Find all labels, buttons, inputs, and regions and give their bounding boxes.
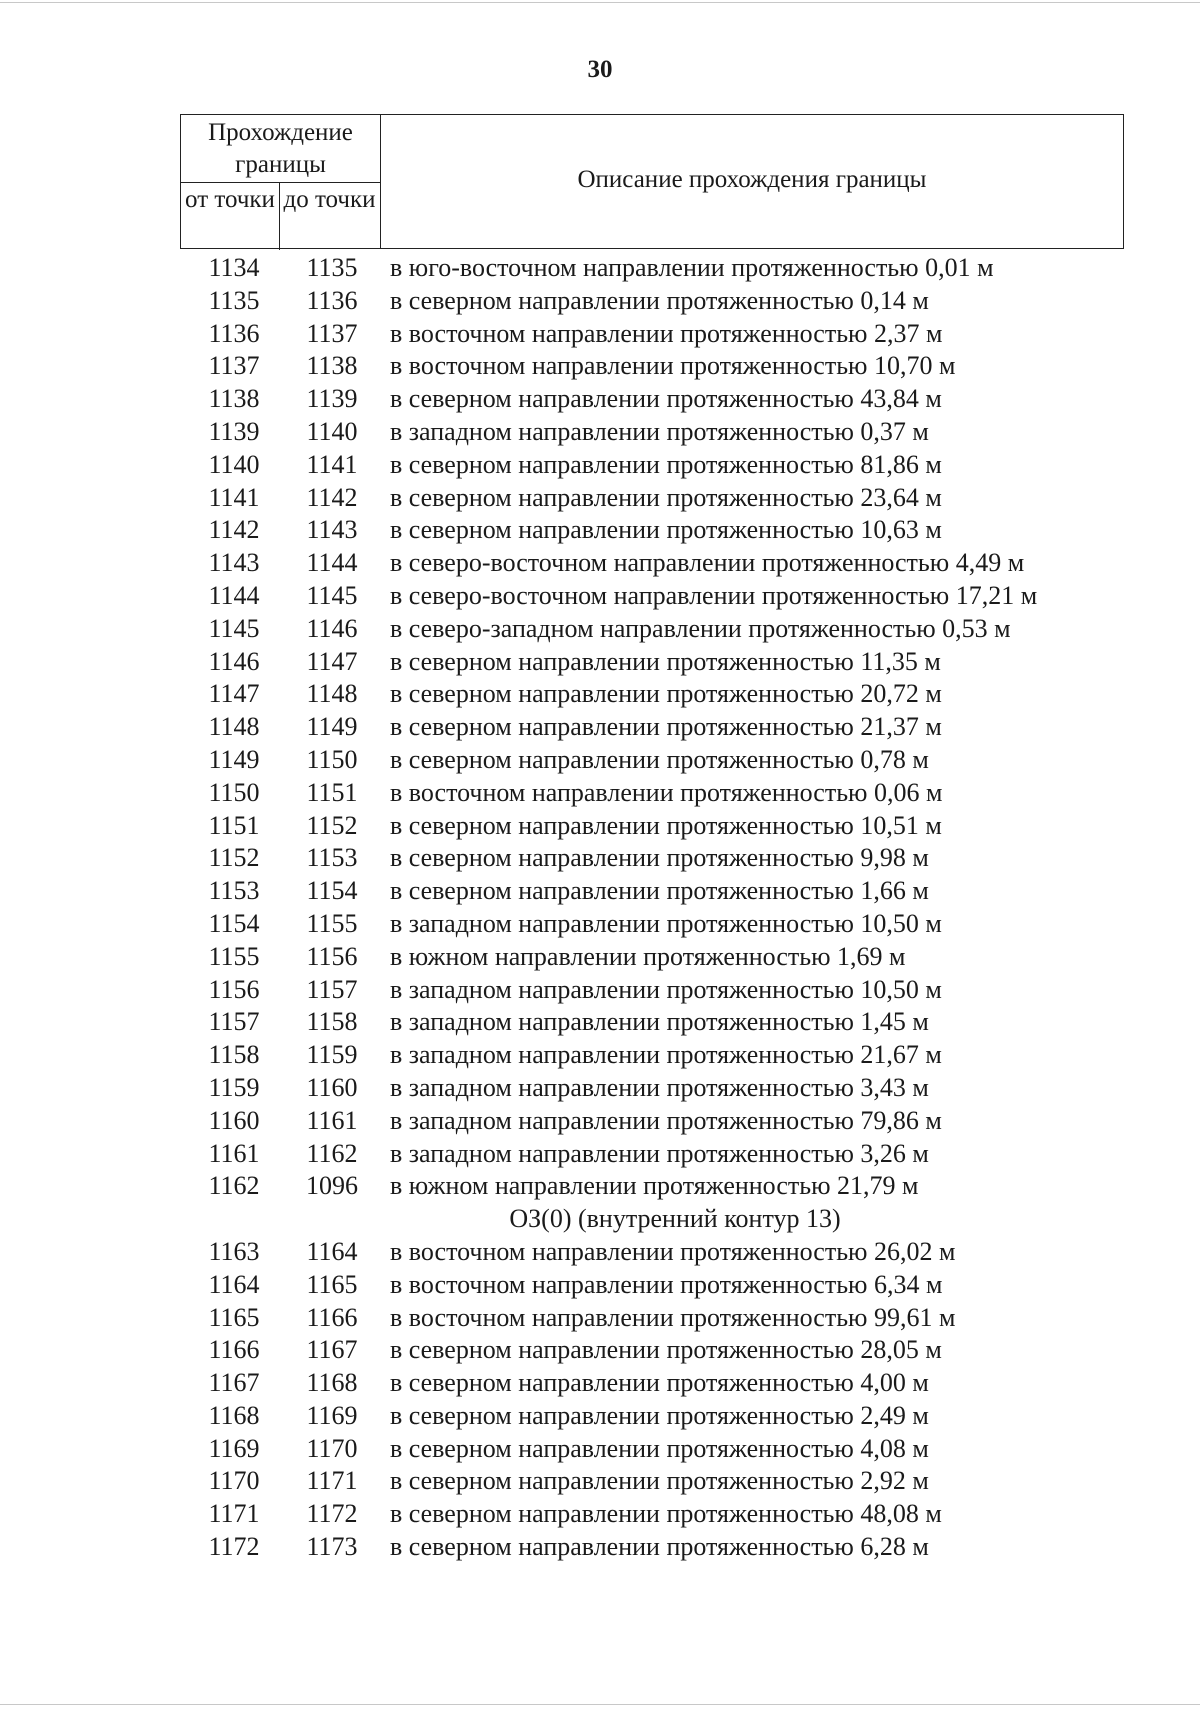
row-to-point: 1142 (306, 482, 358, 512)
row-to-point: 1144 (306, 548, 358, 578)
row-description: в северном направлении протяженностью 21,37 м (390, 712, 942, 742)
row-from-point: 1164 (208, 1269, 260, 1299)
row-to-point: 1135 (306, 253, 358, 282)
row-from-point: 1134 (208, 253, 260, 282)
row-description: в западном направлении протяженностью 10,50 м (390, 974, 942, 1004)
row-description: в западном направлении протяженностью 1,45 м (390, 1007, 929, 1037)
row-to-point: 1166 (306, 1302, 358, 1332)
row-description: в северном направлении протяженностью 20,72 м (390, 679, 942, 709)
row-description: в восточном направлении протяженностью 10,70 м (390, 351, 956, 381)
table-row (0, 777, 1200, 810)
table-row (0, 1531, 1200, 1564)
row-description: в северном направлении протяженностью 6,28 м (390, 1532, 929, 1562)
row-description: в северо-западном направлении протяженностью 0,53 м (390, 613, 1011, 643)
row-to-point: 1150 (306, 744, 358, 774)
table-row (0, 1465, 1200, 1498)
row-from-point: 1141 (208, 482, 260, 512)
row-description: в южном направлении протяженностью 21,79 м (390, 1171, 919, 1201)
row-description: в северном направлении протяженностью 2,92 м (390, 1466, 929, 1496)
page-number: 30 (587, 56, 613, 83)
row-to-point: 1138 (306, 351, 358, 381)
table-row (0, 1302, 1200, 1335)
table-row (0, 678, 1200, 711)
row-description: в северо-восточном направлении протяженностью 17,21 м (390, 580, 1038, 610)
row-from-point: 1145 (208, 613, 260, 643)
table-row (0, 1433, 1200, 1466)
row-to-point: 1153 (306, 843, 358, 873)
row-from-point: 1168 (208, 1400, 260, 1430)
row-description: в западном направлении протяженностью 10,50 м (390, 908, 942, 938)
row-from-point: 1144 (208, 580, 260, 610)
header-to-point: до точки (283, 186, 376, 213)
row-description: в восточном направлении протяженностью 99,61 м (390, 1302, 956, 1332)
row-to-point: 1146 (306, 613, 358, 643)
row-to-point: 1172 (306, 1499, 358, 1529)
row-to-point: 1141 (306, 449, 358, 479)
row-to-point: 1145 (306, 580, 358, 610)
row-description: в северном направлении протяженностью 11,35 м (390, 646, 941, 676)
table-row (0, 711, 1200, 744)
row-description: в северном направлении протяженностью 2,49 м (390, 1400, 929, 1430)
row-description: в северном направлении протяженностью 10,63 м (390, 515, 942, 545)
table-row (0, 1138, 1200, 1171)
table-row (0, 252, 1200, 285)
row-from-point: 1137 (208, 351, 260, 381)
table-row (0, 1039, 1200, 1072)
row-description: в восточном направлении протяженностью 6,34 м (390, 1269, 943, 1299)
row-to-point: 1161 (306, 1105, 358, 1135)
row-from-point: 1148 (208, 712, 260, 742)
header-passage-group (181, 115, 381, 248)
row-description: в северном направлении протяженностью 48,08 м (390, 1499, 942, 1529)
row-description: в северном направлении протяженностью 0,14 м (390, 285, 929, 315)
row-to-point: 1148 (306, 679, 358, 709)
row-from-point: 1163 (208, 1236, 260, 1266)
row-to-point: 1136 (306, 285, 358, 315)
row-from-point: 1136 (208, 318, 260, 348)
row-description: в южном направлении протяженностью 1,69 м (390, 941, 906, 971)
row-from-point: 1155 (208, 941, 260, 971)
row-from-point: 1169 (208, 1433, 260, 1463)
row-from-point: 1161 (208, 1138, 260, 1168)
row-description: в северном направлении протяженностью 1,66 м (390, 876, 929, 906)
table-row (0, 908, 1200, 941)
table-row (0, 1236, 1200, 1269)
row-to-point: 1170 (306, 1433, 358, 1463)
table-row (0, 941, 1200, 974)
row-to-point: 1155 (306, 908, 358, 938)
row-description: в западном направлении протяженностью 79,86 м (390, 1105, 942, 1135)
row-description: в северном направлении протяженностью 23,64 м (390, 482, 942, 512)
row-to-point: 1173 (306, 1532, 358, 1562)
table-row (0, 1170, 1200, 1203)
row-from-point: 1170 (208, 1466, 260, 1496)
row-from-point: 1135 (208, 285, 260, 315)
row-description: в западном направлении протяженностью 3,43 м (390, 1072, 929, 1102)
row-to-point: 1143 (306, 515, 358, 545)
row-from-point: 1142 (208, 515, 260, 545)
row-from-point: 1162 (208, 1171, 260, 1201)
table-row (0, 842, 1200, 875)
row-to-point: 1167 (306, 1335, 358, 1365)
table-row (0, 744, 1200, 777)
row-description: в северном направлении протяженностью 0,78 м (390, 744, 929, 774)
row-to-point: 1157 (306, 974, 358, 1004)
scan-edge-top (0, 2, 1200, 3)
row-to-point: 1164 (306, 1236, 358, 1266)
table-row (0, 1334, 1200, 1367)
table-row (0, 810, 1200, 843)
row-from-point: 1149 (208, 744, 260, 774)
row-from-point: 1146 (208, 646, 260, 676)
table-row (0, 875, 1200, 908)
row-from-point: 1165 (208, 1302, 260, 1332)
row-from-point: 1158 (208, 1040, 260, 1070)
table-row (0, 416, 1200, 449)
row-to-point: 1162 (306, 1138, 358, 1168)
row-from-point: 1138 (208, 384, 260, 414)
row-from-point: 1143 (208, 548, 260, 578)
row-description: в восточном направлении протяженностью 0,06 м (390, 777, 943, 807)
boundary-table-body (0, 252, 1200, 1564)
row-to-point: 1156 (306, 941, 358, 971)
row-from-point: 1156 (208, 974, 260, 1004)
row-description: в восточном направлении протяженностью 2,37 м (390, 318, 943, 348)
row-from-point: 1167 (208, 1368, 260, 1398)
row-description: в северном направлении протяженностью 10,51 м (390, 810, 942, 840)
table-row (0, 1269, 1200, 1302)
row-to-point: 1137 (306, 318, 358, 348)
row-to-point: 1139 (306, 384, 358, 414)
row-from-point: 1153 (208, 876, 260, 906)
row-description: в западном направлении протяженностью 3,26 м (390, 1138, 929, 1168)
row-description: в западном направлении протяженностью 0,37 м (390, 416, 929, 446)
row-description: в северо-восточном направлении протяженностью 4,49 м (390, 548, 1025, 578)
row-to-point: 1140 (306, 416, 358, 446)
header-from-point: от точки (181, 183, 280, 250)
row-to-point: 1158 (306, 1007, 358, 1037)
table-row (0, 1006, 1200, 1039)
row-description: в северном направлении протяженностью 4,08 м (390, 1433, 929, 1463)
row-from-point: 1147 (208, 679, 260, 709)
table-row (0, 449, 1200, 482)
row-description: в северном направлении протяженностью 43,84 м (390, 384, 942, 414)
row-description: в восточном направлении протяженностью 26,02 м (390, 1236, 956, 1266)
row-description: в западном направлении протяженностью 21,67 м (390, 1040, 942, 1070)
row-from-point: 1152 (208, 843, 260, 873)
row-from-point: 1171 (208, 1499, 260, 1529)
scan-edge-bottom (0, 1704, 1200, 1705)
row-description: в юго-восточном направлении протяженностью 0,01 м (390, 253, 994, 282)
row-to-point: 1171 (306, 1466, 358, 1496)
section-title: ОЗ(0) (внутренний контур 13) (509, 1204, 841, 1234)
row-description: в северном направлении протяженностью 81,86 м (390, 449, 942, 479)
row-from-point: 1140 (208, 449, 260, 479)
table-row (0, 613, 1200, 646)
table-row (0, 1498, 1200, 1531)
table-row (0, 580, 1200, 613)
row-from-point: 1150 (208, 777, 260, 807)
row-to-point: 1147 (306, 646, 358, 676)
row-to-point: 1168 (306, 1368, 358, 1398)
table-row (0, 514, 1200, 547)
row-from-point: 1139 (208, 416, 260, 446)
table-row (0, 646, 1200, 679)
row-to-point: 1151 (306, 777, 358, 807)
row-to-point: 1152 (306, 810, 358, 840)
table-row (0, 1072, 1200, 1105)
table-row (0, 285, 1200, 318)
row-to-point: 1096 (306, 1171, 358, 1201)
row-description: в северном направлении протяженностью 28,05 м (390, 1335, 942, 1365)
row-to-point: 1154 (306, 876, 358, 906)
row-from-point: 1151 (208, 810, 260, 840)
header-passage: Прохождение границы (181, 115, 380, 183)
table-row (0, 974, 1200, 1007)
row-from-point: 1157 (208, 1007, 260, 1037)
table-row (0, 350, 1200, 383)
table-row (0, 318, 1200, 351)
table-row (0, 1367, 1200, 1400)
table-row (0, 1400, 1200, 1433)
row-to-point: 1169 (306, 1400, 358, 1430)
row-description: в северном направлении протяженностью 9,98 м (390, 843, 929, 873)
header-description: Описание прохождения границы (577, 165, 927, 193)
table-row (0, 383, 1200, 416)
row-description: в северном направлении протяженностью 4,00 м (390, 1368, 929, 1398)
row-to-point: 1159 (306, 1040, 358, 1070)
row-from-point: 1154 (208, 908, 260, 938)
row-from-point: 1159 (208, 1072, 260, 1102)
row-from-point: 1172 (208, 1532, 260, 1562)
table-row (0, 1105, 1200, 1138)
table-row (0, 482, 1200, 515)
row-from-point: 1166 (208, 1335, 260, 1365)
table-header (180, 114, 1124, 249)
table-row (0, 547, 1200, 580)
row-to-point: 1149 (306, 712, 358, 742)
row-to-point: 1160 (306, 1072, 358, 1102)
row-to-point: 1165 (306, 1269, 358, 1299)
row-from-point: 1160 (208, 1105, 260, 1135)
